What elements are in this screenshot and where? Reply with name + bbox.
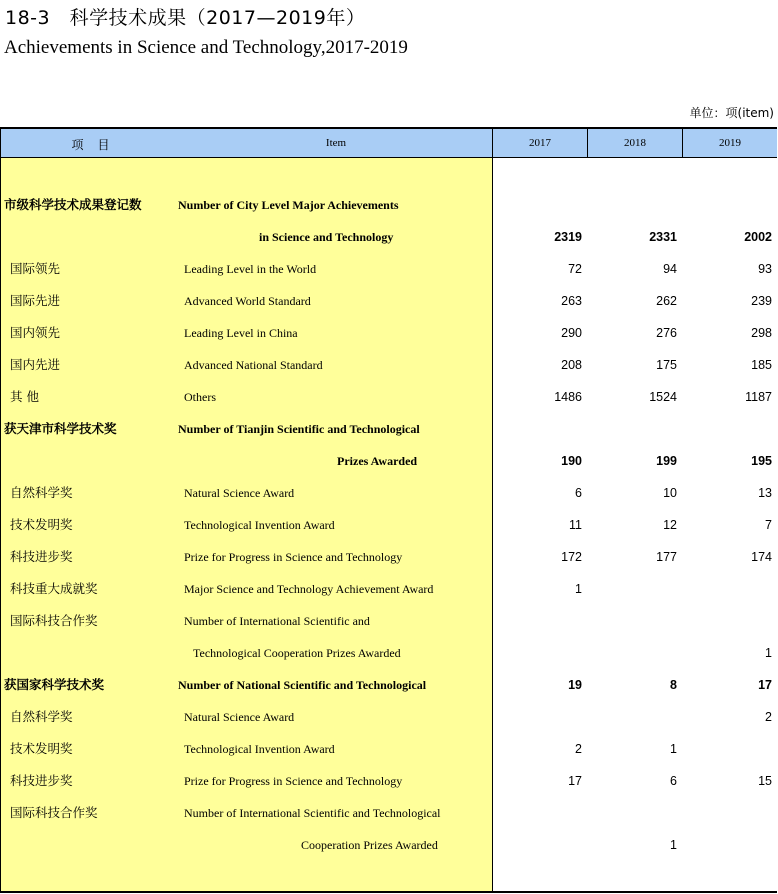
- table-row: [0, 317, 777, 349]
- table-row: [0, 669, 777, 701]
- row-label-cn: 科技重大成就奖: [10, 581, 98, 596]
- row-label-cn: 科技进步奖: [10, 773, 73, 788]
- unit-label: 单位：项(item): [689, 106, 774, 120]
- value-2017: 190: [561, 454, 582, 468]
- header-item-cn: 项 目: [71, 138, 111, 152]
- table-row: [0, 541, 777, 573]
- value-2018: 8: [670, 678, 677, 692]
- row-label-cn: 技术发明奖: [10, 517, 73, 532]
- table-row: [0, 605, 777, 637]
- value-2019: 2002: [744, 230, 772, 244]
- table-row: [0, 477, 777, 509]
- row-label-en: Prize for Progress in Science and Technology: [184, 550, 403, 564]
- header-2018: 2018: [624, 137, 646, 149]
- row-label-en: Number of International Scientific and: [184, 614, 370, 628]
- row-label-en: Advanced World Standard: [184, 294, 311, 308]
- page-title-cn: 18-3 科学技术成果（2017—2019年）: [5, 7, 366, 29]
- table-row: [0, 733, 777, 765]
- row-label-cn: 国际领先: [10, 261, 61, 276]
- value-2017: 263: [561, 294, 582, 308]
- table-row: [0, 285, 777, 317]
- value-2018: 1: [670, 742, 677, 756]
- table-row: [0, 253, 777, 285]
- row-label-en: Natural Science Award: [184, 710, 295, 724]
- row-label-en: Technological Cooperation Prizes Awarded: [193, 646, 401, 660]
- row-label-cn: 技术发明奖: [10, 741, 73, 756]
- value-2017: 290: [561, 326, 582, 340]
- table-row: [0, 445, 777, 477]
- table-row: [0, 349, 777, 381]
- row-label-en: Prize for Progress in Science and Technology: [184, 774, 403, 788]
- value-2018: 1524: [649, 390, 677, 404]
- value-2018: 94: [663, 262, 677, 276]
- value-2018: 175: [656, 358, 677, 372]
- value-2019: 7: [765, 518, 772, 532]
- table-row: [0, 797, 777, 829]
- row-label-cn: 其 他: [10, 389, 39, 404]
- value-2019: 185: [751, 358, 772, 372]
- row-label-cn: 国内领先: [10, 325, 61, 340]
- table-bottom-rule: [0, 891, 777, 893]
- value-2017: 2319: [554, 230, 582, 244]
- row-label-en: Leading Level in the World: [184, 262, 317, 276]
- value-2017: 172: [561, 550, 582, 564]
- table-row: [0, 637, 777, 669]
- value-2018: 10: [663, 486, 677, 500]
- row-label-cn: 获天津市科学技术奖: [4, 421, 117, 436]
- header-item-en: Item: [325, 137, 347, 149]
- table-header: [1, 129, 777, 158]
- value-2019: 174: [751, 550, 772, 564]
- value-2019: 239: [751, 294, 772, 308]
- table-row: [0, 189, 777, 221]
- value-2017: 72: [568, 262, 582, 276]
- row-label-cn: 国际科技合作奖: [10, 805, 98, 820]
- row-label-en: Number of National Scientific and Technological: [178, 678, 427, 692]
- value-2018: 6: [670, 774, 677, 788]
- row-label-en: Technological Invention Award: [184, 518, 335, 532]
- row-label-en: in Science and Technology: [259, 230, 394, 244]
- row-label-en: Number of City Level Major Achievements: [178, 198, 399, 212]
- value-2019: 298: [751, 326, 772, 340]
- value-2017: 208: [561, 358, 582, 372]
- value-2018: 177: [656, 550, 677, 564]
- value-2017: 6: [575, 486, 582, 500]
- row-label-en: Natural Science Award: [184, 486, 295, 500]
- row-label-en: Number of International Scientific and Technological: [184, 806, 441, 820]
- value-2018: 262: [656, 294, 677, 308]
- row-label-en: Technological Invention Award: [184, 742, 335, 756]
- value-2018: 276: [656, 326, 677, 340]
- row-label-en: Prizes Awarded: [337, 454, 418, 468]
- value-2017: 2: [575, 742, 582, 756]
- row-label-cn: 自然科学奖: [10, 485, 73, 500]
- value-2018: 1: [670, 838, 677, 852]
- row-label-en: Leading Level in China: [184, 326, 298, 340]
- value-2019: 93: [758, 262, 772, 276]
- value-2019: 13: [758, 486, 772, 500]
- page-title-en: Achievements in Science and Technology,2017-2019: [4, 37, 408, 58]
- table-row: [0, 829, 777, 861]
- value-2018: 12: [663, 518, 677, 532]
- table-row: [0, 413, 777, 445]
- row-label-cn: 科技进步奖: [10, 549, 73, 564]
- header-2017: 2017: [529, 137, 551, 149]
- table-row: [0, 381, 777, 413]
- table-row: [0, 509, 777, 541]
- value-2018: 199: [656, 454, 677, 468]
- column-divider: [682, 129, 683, 157]
- row-label-en: Cooperation Prizes Awarded: [301, 838, 438, 852]
- row-label-cn: 自然科学奖: [10, 709, 73, 724]
- value-2017: 11: [569, 518, 582, 532]
- table-row: [0, 765, 777, 797]
- value-2017: 1486: [554, 390, 582, 404]
- column-divider: [587, 129, 588, 157]
- value-2019: 2: [765, 710, 772, 724]
- value-2017: 19: [568, 678, 582, 692]
- value-2019: 1: [765, 646, 772, 660]
- table-row: [0, 701, 777, 733]
- row-label-cn: 国际科技合作奖: [10, 613, 98, 628]
- value-2018: 2331: [649, 230, 677, 244]
- row-label-en: Major Science and Technology Achievement Award: [184, 582, 434, 596]
- row-label-cn: 市级科学技术成果登记数: [4, 197, 142, 212]
- row-label-en: Number of Tianjin Scientific and Technological: [178, 422, 420, 436]
- row-label-cn: 获国家科学技术奖: [4, 677, 105, 692]
- table-row: [0, 221, 777, 253]
- row-label-cn: 国际先进: [10, 293, 61, 308]
- value-2019: 17: [758, 678, 772, 692]
- value-2019: 1187: [745, 390, 772, 404]
- row-label-en: Others: [184, 390, 216, 404]
- row-label-cn: 国内先进: [10, 357, 61, 372]
- row-label-en: Advanced National Standard: [184, 358, 323, 372]
- achievements-table: [0, 127, 777, 894]
- value-2019: 195: [751, 454, 772, 468]
- value-2017: 1: [575, 582, 582, 596]
- header-2019: 2019: [719, 137, 741, 149]
- table-row: [0, 573, 777, 605]
- value-2017: 17: [568, 774, 582, 788]
- value-2019: 15: [758, 774, 772, 788]
